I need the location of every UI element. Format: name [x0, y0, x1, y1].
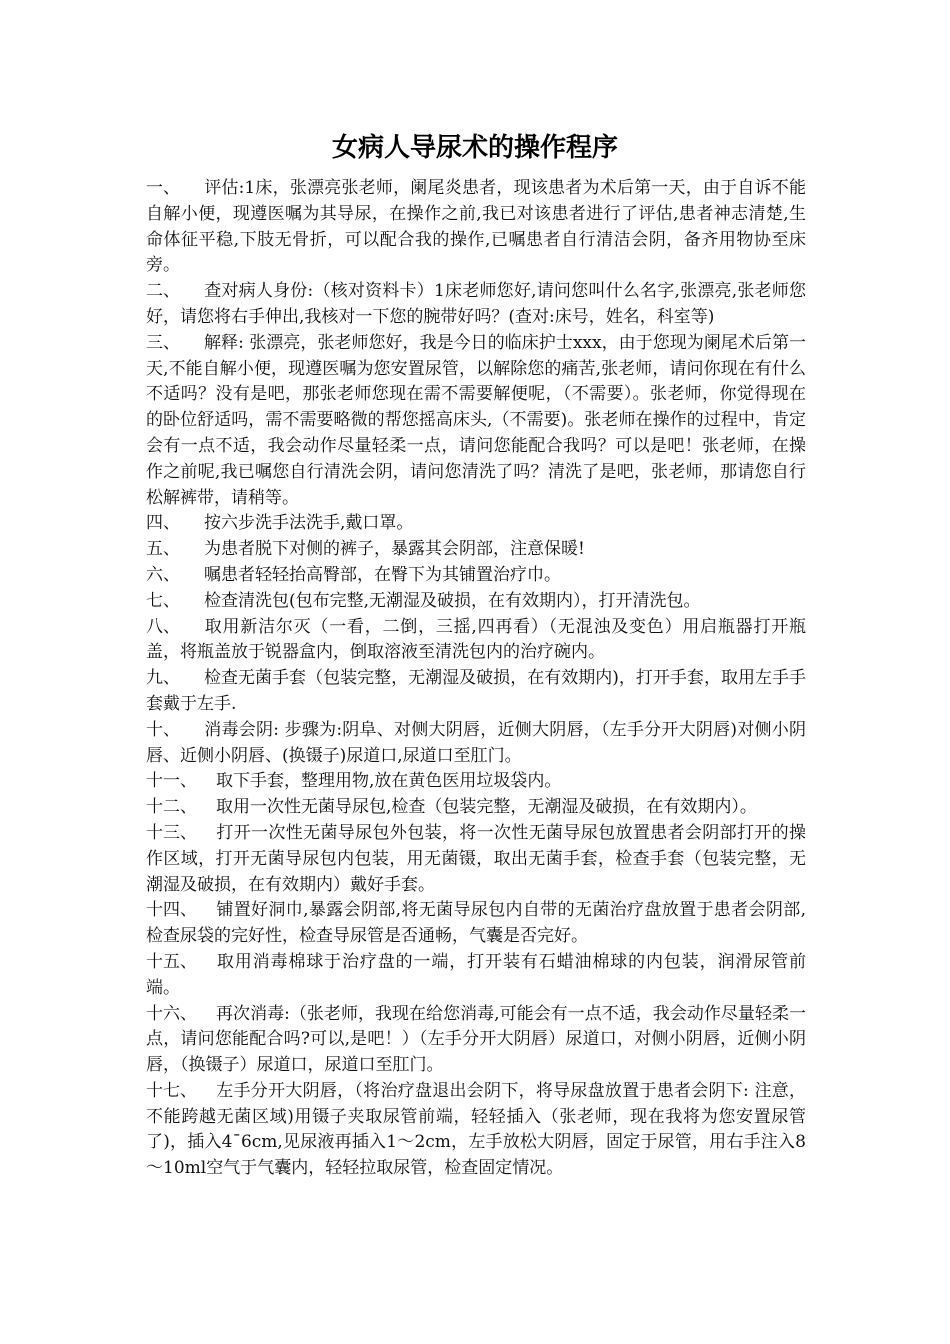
step-number: 十三、: [146, 822, 197, 843]
step-number: 十六、: [146, 1003, 197, 1024]
procedure-step: [146, 563, 806, 589]
step-text: 评估:1床，张漂亮张老师，阑尾炎患者，现该患者为术后第一天，由于自诉不能自解小便，现遵医嘱为其导尿，在操作之前,我已对该患者进行了评估,患者神志清楚,生命体征平稳,下肢无骨折，可以配合我的操作,已嘱患者自行清洁会阴，备齐用物协至床旁。: [146, 178, 806, 276]
step-text: 按六步洗手法洗手,戴口罩。: [204, 513, 414, 534]
procedure-step: [146, 718, 806, 770]
procedure-step: [146, 898, 806, 950]
step-number: 十五、: [146, 951, 197, 972]
procedure-step: [146, 589, 806, 615]
procedure-step: [146, 176, 806, 279]
procedure-step: [146, 821, 806, 898]
step-text: 检查无菌手套（包装完整，无潮湿及破损，在有效期内)，打开手套，取用左手手套戴于左手.: [146, 668, 806, 714]
step-number: 十、: [146, 719, 180, 740]
procedure-step: [146, 615, 806, 667]
step-number: 十二、: [146, 797, 197, 818]
step-text: 铺置好洞巾,暴露会阴部,将无菌导尿包内自带的无菌治疗盘放置于患者会阴部,检查尿袋的完好性，检查导尿管是否通畅，气囊是否完好。: [146, 900, 806, 947]
document-title: 女病人导尿术的操作程序: [331, 133, 618, 163]
procedure-step: [146, 537, 806, 563]
step-number: 七、: [146, 590, 180, 611]
step-number: 五、: [146, 539, 180, 560]
procedure-step: [146, 795, 806, 821]
procedure-step: [146, 950, 806, 1002]
procedure-step: [146, 1002, 806, 1079]
step-text: 取用新洁尔灭（一看，二倒，三摇,四再看）（无混浊及变色）用启瓶器打开瓶盖，将瓶盖放于锐器盒内，倒取溶液至清洗包内的治疗碗内。: [146, 616, 806, 663]
step-number: 十一、: [146, 771, 197, 792]
procedure-step: [146, 331, 806, 512]
procedure-step: [146, 769, 806, 795]
procedure-step: [146, 666, 806, 718]
step-text: 取用消毒棉球于治疗盘的一端，打开装有石蜡油棉球的内包装，润滑尿管前端。: [146, 951, 806, 998]
step-number: 六、: [146, 564, 180, 585]
step-text: 嘱患者轻轻抬高臀部，在臀下为其铺置治疗巾。: [204, 564, 561, 585]
step-number: 九、: [146, 668, 180, 689]
step-text: 为患者脱下对侧的裤子，暴露其会阴部，注意保暖!: [204, 539, 585, 560]
step-number: 三、: [146, 332, 180, 353]
step-number: 四、: [146, 513, 180, 534]
step-number: 二、: [146, 281, 180, 302]
step-text: 打开一次性无菌导尿包外包装，将一次性无菌导尿包放置患者会阴部打开的操作区域，打开无菌导尿包内包装，用无菌镊，取出无菌手套，检查手套（包装完整，无潮湿及破损，在有效期内）戴好手套。: [146, 822, 806, 895]
step-text: 取下手套，整理用物,放在黄色医用垃圾袋内。: [216, 771, 562, 792]
step-number: 十四、: [146, 900, 197, 921]
step-text: 再次消毒:（张老师，我现在给您消毒,可能会有一点不适，我会动作尽量轻柔一点，请问您能配合吗?可以,是吧！）（左手分开大阴唇）尿道口，对侧小阴唇，近侧小阴唇，（换镊子）尿道口，尿道口至肛门。: [146, 1003, 806, 1076]
step-text: 解释: 张漂亮，张老师您好，我是今日的临床护士xxx，由于您现为阑尾术后第一天,不能自解小便，现遵医嘱为您安置尿管，以解除您的痛苦,张老师，请问你现在有什么不适吗？没有是吧，那张老师您现在需不需要解便呢，（不需要）。张老师，你觉得现在的卧位舒适吗，需不需要略微的帮您摇高床头,（不需要)。张老师在操作的过程中，肯定会有一点不适，我会动作尽量轻柔一点，请问您能配合我吗？可以是吧！张老师，在操作之前呢,我已嘱您自行清洗会阴，请问您清洗了吗？清洗了是吧，张老师，那请您自行松解裤带，请稍等。: [146, 332, 806, 508]
step-text: 左手分开大阴唇，（将治疗盘退出会阴下，将导尿盘放置于患者会阴下: 注意，不能跨越无菌区域)用镊子夹取尿管前端，轻轻插入（张老师，现在我将为您安置尿管了)，插入4¯6cm,见尿液再插入1～2cm，左手放松大阴唇，固定于尿管，用右手注入8～10ml空气于气囊内，轻轻拉取尿管，检查固定情况。: [146, 1080, 806, 1179]
procedure-step: [146, 1079, 806, 1182]
step-text: 检查清洗包(包布完整,无潮湿及破损，在有效期内），打开清洗包。: [204, 590, 701, 611]
step-number: 八、: [146, 616, 180, 637]
step-text: 消毒会阴: 步骤为:阴阜、对侧大阴唇，近侧大阴唇，（左手分开大阴唇)对侧小阴唇、近侧小阴唇、(换镊子)尿道口,尿道口至肛门。: [146, 719, 806, 766]
step-text: 取用一次性无菌导尿包,检查（包装完整，无潮湿及破损，在有效期内）。: [216, 797, 757, 818]
step-number: 一、: [146, 178, 180, 198]
procedure-step: [146, 511, 806, 537]
step-text: 查对病人身份:（核对资料卡）1床老师您好,请问您叫什么名字,张漂亮,张老师您好，请您将右手伸出,我核对一下您的腕带好吗？(查对:床号，姓名，科室等): [146, 281, 806, 327]
procedure-step: [146, 279, 806, 331]
document-body: [146, 176, 806, 1182]
step-number: 十七、: [146, 1080, 197, 1101]
